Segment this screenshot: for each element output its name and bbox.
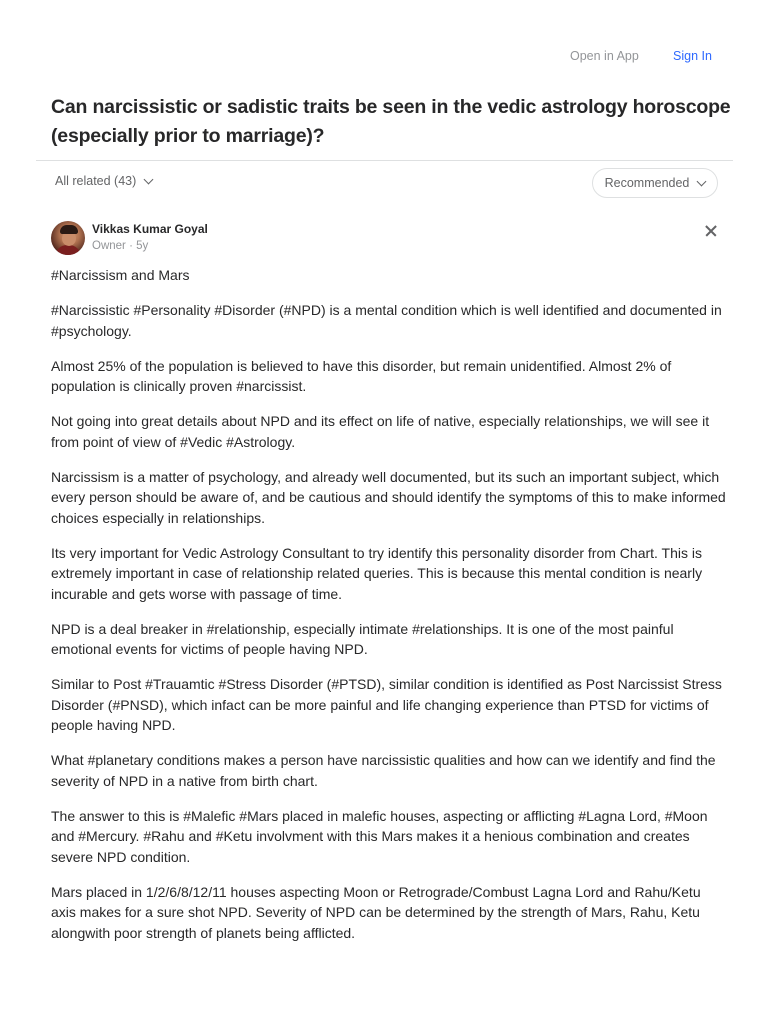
all-related-dropdown[interactable] [55,174,152,188]
question-title[interactable]: Can narcissistic or sadistic traits be seen in the vedic astrology horoscope (especially prior to marriage)? [51,96,731,147]
sort-label: Recommended [604,176,690,190]
answer-paragraph: #Narcissistic #Personality #Disorder (#NPD) is a mental condition which is well identified and documented in #psychology. [51,302,722,339]
sign-in-link[interactable]: Sign In [673,49,712,63]
sort-dropdown[interactable] [592,168,718,198]
answer-paragraph: Not going into great details about NPD and its effect on life of native, especially relationships, we will see it from point of view of #Vedic #Astrology. [51,413,710,450]
all-related-label: All related (43) [55,174,137,188]
open-in-app-link[interactable]: Open in App [570,49,639,63]
answer-paragraph: Mars placed in 1/2/6/8/12/11 houses aspecting Moon or Retrograde/Combust Lagna Lord and Rahu/Ketu axis makes for a sure shot NPD. Severity of NPD can be determined by the strength of Mars, Rahu, Ketu alongwith poor strength of planets being afflicted. [51,883,701,941]
answer-paragraph: Narcissism is a matter of psychology, and already well documented, but its such an important subject, which every person should be aware of, and be cautious and should identify the symptoms of this to make informed choices especially in relationships. [51,468,726,526]
answer-paragraph: Similar to Post #Trauamtic #Stress Disorder (#PTSD), similar condition is identified as Post Narcissist Stress Disorder (#PNSD), which infact can be more painful and life changing experience than PTSD for victims of people having NPD. [51,676,722,733]
answer-paragraph: Its very important for Vedic Astrology Consultant to try identify this personality disorder from Chart. This is extremely important in case of relationship related queries. This is because this mental condition is nearly incurable and gets worse with passage of time. [51,544,703,602]
answer-paragraph: The answer to this is #Malefic #Mars placed in malefic houses, aspecting or afflicting #Lagna Lord, #Moon and #Mercury. #Rahu and #Ketu involvment with this Mars makes it a henious combination and creates severe NPD condition. [51,807,708,865]
author-name[interactable]: Vikkas Kumar Goyal [92,222,208,236]
answer-paragraph: What #planetary conditions makes a person have narcissistic qualities and how can we identify and find the severity of NPD in a native from birth chart. [51,752,716,789]
divider [36,160,733,161]
answer-body [51,265,726,958]
chevron-down-icon [697,177,707,187]
close-icon[interactable] [703,223,719,239]
answer-paragraph: #Narcissism and Mars [51,267,190,283]
chevron-down-icon [144,175,154,185]
avatar[interactable] [51,221,85,255]
author-meta: Owner · 5y [92,240,149,252]
answer-paragraph: NPD is a deal breaker in #relationship, especially intimate #relationships. It is one of the most painful emotional events for victims of people having NPD. [51,620,674,657]
answer-paragraph: Almost 25% of the population is believed to have this disorder, but remain unidentified. Almost 2% of population is clinically proven #narcissist. [51,357,672,394]
top-bar [0,0,768,90]
